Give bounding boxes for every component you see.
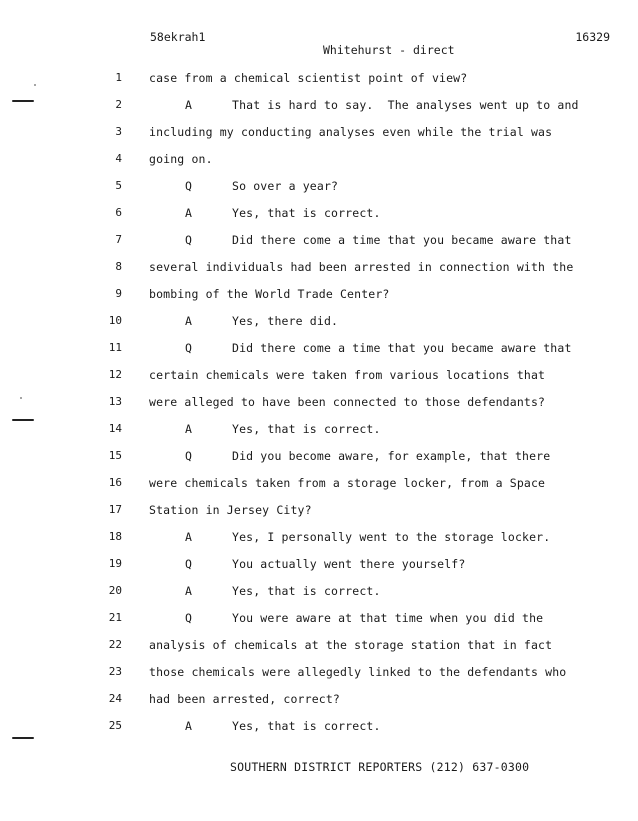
- transcript-line: [0, 230, 638, 257]
- line-text: Yes, that is correct.: [232, 206, 381, 220]
- line-text: had been arrested, correct?: [149, 692, 340, 706]
- line-text: You were aware at that time when you did the: [232, 611, 544, 625]
- line-number: 9: [115, 287, 122, 300]
- line-number: 11: [108, 341, 122, 354]
- qa-marker: A: [185, 314, 193, 328]
- qa-marker: A: [185, 422, 193, 436]
- line-number: 14: [108, 422, 122, 435]
- page-number: 16329: [575, 30, 610, 44]
- transcript-line: [0, 95, 638, 122]
- transcript-line: [0, 365, 638, 392]
- transcript-line: [0, 527, 638, 554]
- qa-marker: Q: [185, 179, 193, 193]
- transcript-line: [0, 716, 638, 743]
- line-number: 1: [115, 71, 122, 84]
- line-number: 5: [115, 179, 122, 192]
- qa-marker: Q: [185, 233, 193, 247]
- line-number: 19: [108, 557, 122, 570]
- line-number: 13: [108, 395, 122, 408]
- qa-marker: Q: [185, 557, 193, 571]
- line-text: Did you become aware, for example, that there: [232, 449, 551, 463]
- transcript-line: [0, 419, 638, 446]
- line-text: You actually went there yourself?: [232, 557, 466, 571]
- transcript-line: [0, 689, 638, 716]
- line-number: 10: [108, 314, 122, 327]
- transcript-line: [0, 608, 638, 635]
- line-text: Yes, that is correct.: [232, 584, 381, 598]
- line-number: 12: [108, 368, 122, 381]
- transcript-line: [0, 581, 638, 608]
- line-text: analysis of chemicals at the storage station that in fact: [149, 638, 553, 652]
- case-id: 58ekrah1: [150, 30, 206, 44]
- line-text: So over a year?: [232, 179, 339, 193]
- transcript-line: [0, 500, 638, 527]
- transcript-line: [0, 176, 638, 203]
- line-text: those chemicals were allegedly linked to the defendants who: [149, 665, 567, 679]
- line-text: Did there come a time that you became aware that: [232, 233, 572, 247]
- transcript-line: [0, 68, 638, 95]
- line-number: 4: [115, 152, 122, 165]
- line-number: 7: [115, 233, 122, 246]
- line-text: Yes, I personally went to the storage locker.: [232, 530, 551, 544]
- line-number: 3: [115, 125, 122, 138]
- transcript-line: [0, 284, 638, 311]
- line-text: Yes, that is correct.: [232, 719, 381, 733]
- transcript-line: [0, 149, 638, 176]
- line-text: Did there come a time that you became aware that: [232, 341, 572, 355]
- transcript-line: [0, 122, 638, 149]
- line-text: going on.: [149, 152, 213, 166]
- line-number: 15: [108, 449, 122, 462]
- qa-marker: Q: [185, 341, 193, 355]
- line-text: were alleged to have been connected to those defendants?: [149, 395, 546, 409]
- qa-marker: A: [185, 584, 193, 598]
- line-number: 6: [115, 206, 122, 219]
- transcript-lines: [0, 68, 638, 743]
- reporter-footer: SOUTHERN DISTRICT REPORTERS (212) 637-0300: [230, 760, 530, 774]
- page-title: Whitehurst - direct: [323, 43, 455, 57]
- line-number: 8: [115, 260, 122, 273]
- line-number: 20: [108, 584, 122, 597]
- line-text: including my conducting analyses even while the trial was: [149, 125, 553, 139]
- line-number: 18: [108, 530, 122, 543]
- transcript-line: [0, 662, 638, 689]
- qa-marker: A: [185, 98, 193, 112]
- transcript-line: [0, 203, 638, 230]
- line-text: bombing of the World Trade Center?: [149, 287, 390, 301]
- line-number: 16: [108, 476, 122, 489]
- line-number: 21: [108, 611, 122, 624]
- line-text: That is hard to say. The analyses went up to and: [232, 98, 579, 112]
- line-number: 24: [108, 692, 122, 705]
- qa-marker: Q: [185, 611, 193, 625]
- qa-marker: Q: [185, 449, 193, 463]
- line-number: 17: [108, 503, 122, 516]
- line-text: Yes, there did.: [232, 314, 339, 328]
- line-number: 22: [108, 638, 122, 651]
- line-text: Station in Jersey City?: [149, 503, 312, 517]
- line-text: case from a chemical scientist point of view?: [149, 71, 468, 85]
- qa-marker: A: [185, 206, 193, 220]
- line-number: 25: [108, 719, 122, 732]
- line-text: certain chemicals were taken from various locations that: [149, 368, 546, 382]
- transcript-line: [0, 473, 638, 500]
- transcript-line: [0, 446, 638, 473]
- qa-marker: A: [185, 530, 193, 544]
- transcript-line: [0, 257, 638, 284]
- transcript-line: [0, 338, 638, 365]
- line-text: several individuals had been arrested in connection with the: [149, 260, 574, 274]
- transcript-line: [0, 311, 638, 338]
- qa-marker: A: [185, 719, 193, 733]
- line-number: 23: [108, 665, 122, 678]
- transcript-line: [0, 635, 638, 662]
- transcript-line: [0, 392, 638, 419]
- transcript-line: [0, 554, 638, 581]
- line-text: Yes, that is correct.: [232, 422, 381, 436]
- line-number: 2: [115, 98, 122, 111]
- line-text: were chemicals taken from a storage locker, from a Space: [149, 476, 546, 490]
